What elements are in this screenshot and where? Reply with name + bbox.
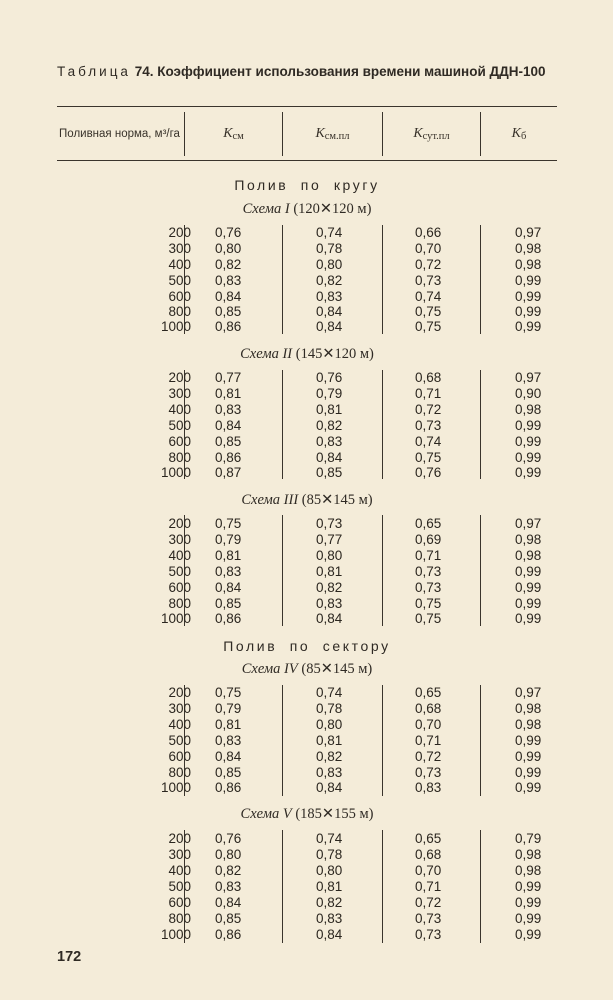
header-separator [184, 112, 185, 156]
header-k-cm: К $_{см}$ [223, 126, 244, 142]
header-k-sut-pl: К $_{сут.пл}$ [413, 126, 450, 142]
table-row: 1000 0,86 0,84 0,83 0,99 [160, 780, 542, 795]
table-row: 500 0,84 0,82 0,73 0,99 [168, 418, 542, 433]
header-separator [382, 112, 383, 156]
header-k-b: К $_б$ [511, 126, 527, 142]
table-row: 200 0,75 0,74 0,65 0,97 [168, 685, 542, 700]
table-row: 800 0,85 0,83 0,73 0,99 [168, 765, 542, 780]
scheme-title: Схема III (85✕145 м) [241, 492, 373, 508]
header-separator [282, 112, 283, 156]
table-caption-text: 74. Коэффициент использования времени машиной ДДН-100 [134, 64, 546, 79]
table-row: 200 0,75 0,73 0,65 0,97 [168, 516, 542, 531]
header-top-rule [57, 106, 557, 107]
table-row: 500 0,83 0,82 0,73 0,99 [168, 273, 542, 288]
table-row: 1000 0,86 0,84 0,73 0,99 [160, 927, 542, 942]
table-row: 200 0,76 0,74 0,65 0,79 [168, 831, 542, 846]
header-norm: Поливная норма, м³/га [59, 127, 180, 140]
table-row: 600 0,84 0,82 0,72 0,99 [168, 895, 542, 910]
table-row: 400 0,81 0,80 0,71 0,98 [168, 548, 542, 563]
header-bottom-rule [57, 160, 557, 161]
table-row: 400 0,81 0,80 0,70 0,98 [168, 717, 542, 732]
mode-title: Полив по сектору [223, 638, 391, 654]
scheme-title: Схема I (120✕120 м) [242, 201, 372, 217]
table-row: 200 0,77 0,76 0,68 0,97 [168, 370, 542, 385]
scheme-title: Схема II (145✕120 м) [240, 346, 374, 362]
table-row: 600 0,84 0,82 0,72 0,99 [168, 749, 542, 764]
table-row: 1000 0,87 0,85 0,76 0,99 [160, 465, 542, 480]
table-row: 1000 0,86 0,84 0,75 0,99 [160, 319, 542, 334]
header-k-cm-pl: К $_{см.пл}$ [315, 126, 350, 142]
mode-title: Полив по кругу [234, 177, 380, 193]
table-row: 600 0,84 0,83 0,74 0,99 [168, 289, 542, 304]
scheme-title: Схема V (185✕155 м) [240, 806, 374, 822]
table-row: 200 0,76 0,74 0,66 0,97 [168, 225, 542, 240]
table-row: 500 0,83 0,81 0,73 0,99 [168, 564, 542, 579]
table-row: 400 0,82 0,80 0,70 0,98 [168, 863, 542, 878]
table-row: 400 0,83 0,81 0,72 0,98 [168, 402, 542, 417]
table-row: 400 0,82 0,80 0,72 0,98 [168, 257, 542, 272]
header-separator [480, 112, 481, 156]
table-row: 800 0,85 0,84 0,75 0,99 [168, 304, 542, 319]
table-row: 500 0,83 0,81 0,71 0,99 [168, 733, 542, 748]
table-row: 300 0,80 0,78 0,68 0,98 [168, 847, 542, 862]
table-row: 300 0,81 0,79 0,71 0,90 [168, 386, 542, 401]
table-caption [57, 63, 557, 80]
table-row: 600 0,84 0,82 0,73 0,99 [168, 580, 542, 595]
table-row: 300 0,80 0,78 0,70 0,98 [168, 241, 542, 256]
page-number: 172 [57, 949, 82, 965]
scheme-title: Схема IV (85✕145 м) [241, 661, 373, 677]
table-row: 800 0,85 0,83 0,73 0,99 [168, 911, 542, 926]
table-caption-lead: Таблица [57, 64, 131, 79]
table-row: 300 0,79 0,78 0,68 0,98 [168, 701, 542, 716]
table-row: 1000 0,86 0,84 0,75 0,99 [160, 611, 542, 626]
table-row: 500 0,83 0,81 0,71 0,99 [168, 879, 542, 894]
table-row: 800 0,86 0,84 0,75 0,99 [168, 450, 542, 465]
table-row: 800 0,85 0,83 0,75 0,99 [168, 596, 542, 611]
table-row: 600 0,85 0,83 0,74 0,99 [168, 434, 542, 449]
table-row: 300 0,79 0,77 0,69 0,98 [168, 532, 542, 547]
